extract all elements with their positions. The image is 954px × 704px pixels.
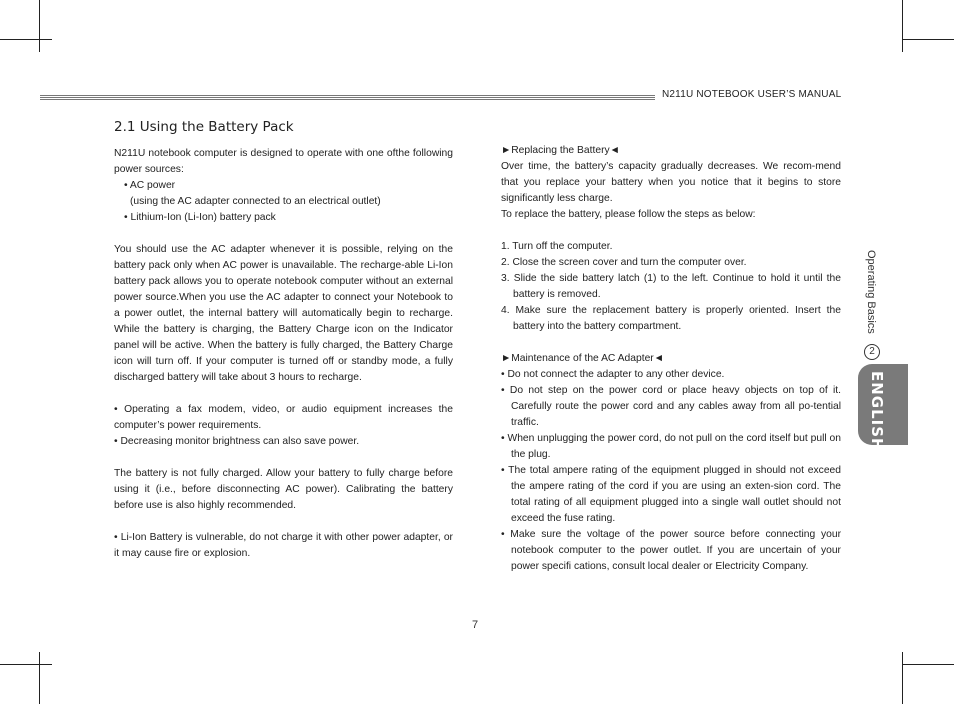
bullet-lithium-ion: • Lithium-Ion (Li-Ion) battery pack	[124, 212, 276, 223]
maintenance-item: • Do not step on the power cord or place heavy objects on top of it. Carefully route the power cord and any cables away from all po-tential traffic.	[501, 385, 841, 428]
language-tab	[858, 364, 908, 452]
chapter-number-badge: 2	[864, 344, 880, 360]
adapter-paragraph: You should use the AC adapter whenever it is possible, relying on the battery pack only when AC power is unavailable. The recharge-able Li-Ion battery pack allows you to operate notebook computer without an external power source.When you use the AC adapter to connect your Notebook to a power outlet, the internal battery will automatically begin to recharge. While the battery is charging, the Battery Charge icon on the Indicator panel will be active. When the battery is fully charged, the Battery Charge icon will turn off. If your computer is turned off or standby mode, a fully discharged battery will take about 3 hours to recharge.	[114, 244, 453, 383]
right-column	[501, 143, 841, 575]
charge-paragraph: The battery is not fully charged. Allow your battery to fully charge before using it (i.e., before disconnecting AC power). Calibrating the battery before use is also highly recommended.	[114, 468, 453, 511]
manual-title: N211U NOTEBOOK USER’S MANUAL	[662, 89, 842, 100]
page-number: 7	[472, 619, 479, 631]
bullet-ac-power-detail: (using the AC adapter connected to an electrical outlet)	[130, 196, 381, 207]
replacing-heading: ►Replacing the Battery◄	[501, 145, 620, 156]
replacing-intro: Over time, the battery’s capacity gradually decreases. We recom-mend that you replace your battery when you notice that it begins to store significantly less charge.	[501, 161, 841, 204]
warning-paragraph: • Li-Ion Battery is vulnerable, do not charge it with other power adapter, or it may cause fire or explosion.	[114, 532, 453, 559]
step-item: 3. Slide the side battery latch (1) to the left. Continue to hold it until the battery is removed.	[501, 273, 841, 300]
maintenance-item: • Do not connect the adapter to any other device.	[501, 369, 725, 380]
left-column	[114, 146, 453, 562]
language-tab-label: ENGLISH	[868, 371, 886, 452]
step-item: 1. Turn off the computer.	[501, 241, 613, 252]
step-item: 2. Close the screen cover and turn the computer over.	[501, 257, 747, 268]
bullet-ac-power: • AC power	[124, 180, 176, 191]
step-item: 4. Make sure the replacement battery is properly oriented. Insert the battery into the battery compartment.	[501, 305, 841, 332]
maintenance-item: • When unplugging the power cord, do not pull on the cord itself but pull on the plug.	[501, 433, 841, 460]
replacing-lead: To replace the battery, please follow the steps as below:	[501, 209, 756, 220]
header-rule	[40, 95, 655, 101]
intro-paragraph: N211U notebook computer is designed to operate with one ofthe following power sources:	[114, 148, 453, 175]
section-title: 2.1 Using the Battery Pack	[114, 119, 294, 135]
tip-fax-modem: • Operating a fax modem, video, or audio equipment increases the computer’s power requirements.	[114, 404, 453, 431]
tip-brightness: • Decreasing monitor brightness can also save power.	[114, 436, 360, 447]
maintenance-heading: ►Maintenance of the AC Adapter◄	[501, 353, 664, 364]
maintenance-item: • The total ampere rating of the equipment plugged in should not exceed the ampere rating of the cord if you are using an exten-sion cord. The total rating of all equipment plugged into a single wall outlet should not exceed the fuse rating.	[501, 465, 841, 524]
side-section-label: Operating Basics	[865, 250, 877, 334]
maintenance-item: • Make sure the voltage of the power source before connecting your notebook computer to the power outlet. If you are uncertain of your power specifi cations, consult local dealer or Electricity Company.	[501, 529, 841, 572]
